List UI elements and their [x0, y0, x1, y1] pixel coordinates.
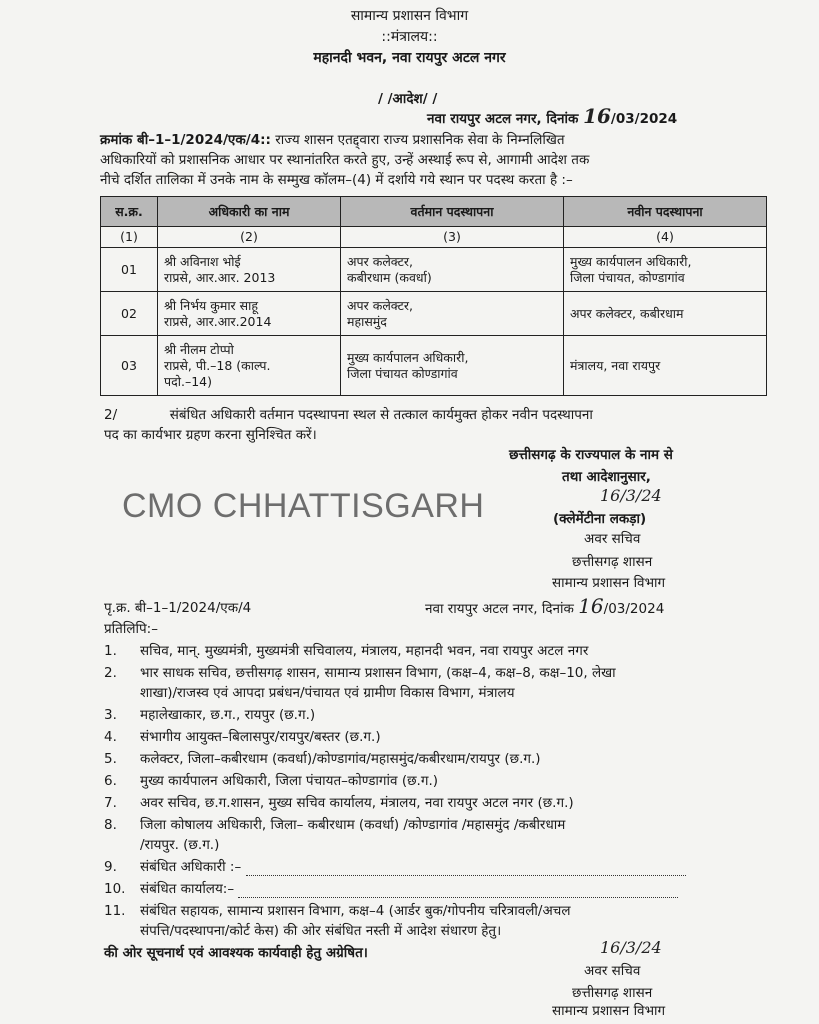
table-row	[101, 336, 767, 396]
row-new	[564, 336, 767, 396]
watermark-text: CMO CHHATTISGARH	[122, 487, 485, 525]
signature1-line2: तथा आदेशानुसार,	[562, 469, 651, 485]
copy-label: प्रतिलिपि:–	[104, 621, 158, 637]
order-date-rest: /03/2024	[610, 111, 678, 127]
order-body-2: अधिकारियों को प्रशासनिक आधार पर स्थानांतरित करते हुए, उन्हें अस्थाई रूप से, आगामी आदेश तक	[100, 152, 590, 168]
current-line: महासमुंद	[347, 313, 387, 329]
name-line: राप्रसे, आर.आर. 2013	[164, 269, 276, 285]
signature2-dept: सामान्य प्रशासन विभाग	[552, 1003, 666, 1019]
name-line: श्री अविनाश भोई	[164, 253, 241, 269]
signature1-govt: छत्तीसगढ़ शासन	[572, 554, 653, 570]
name-line: पदो.–14)	[164, 373, 212, 389]
row-name	[158, 248, 341, 292]
copy-item-number: 9.	[104, 859, 117, 875]
copy-item-text: भार साधक सचिव, छत्तीसगढ़ शासन, सामान्य प्रशासन विभाग, (कक्ष–4, कक्ष–8, कक्ष–10, लेखा	[140, 665, 616, 681]
header-current: वर्तमान पदस्थापना	[341, 197, 564, 227]
copy-item-number: 1.	[104, 643, 117, 659]
copy-item-row	[140, 858, 686, 876]
blank-line	[246, 863, 686, 876]
col-num-3: (3)	[341, 227, 564, 248]
endorsement-date-rest: /03/2024	[603, 601, 665, 617]
current-line: कबीरधाम (कवर्धा)	[347, 269, 432, 285]
copy-item-text-cont: संपत्ति/पदस्थापना/कोर्ट केस) की ओर संबंधित नस्ती में आदेश संधारण हेतु।	[140, 923, 502, 939]
order-body-3: नीचे दर्शित तालिका में उनके नाम के सम्मुख कॉलम–(4) में दर्शाये गये स्थान पर पदस्थ करता है :–	[100, 172, 573, 188]
row-name	[158, 336, 341, 396]
signature2-mark: 16/3/24	[600, 938, 662, 957]
copy-item-text: अवर सचिव, छ.ग.शासन, मुख्य सचिव कार्यालय, मंत्रालय, नवा रायपुर अटल नगर (छ.ग.)	[140, 795, 574, 811]
new-line: अपर कलेक्टर, कबीरधाम	[570, 305, 684, 321]
signature2-designation: अवर सचिव	[584, 963, 641, 979]
order-line-1	[100, 131, 565, 149]
copy-item-text: संबंधित अधिकारी :–	[140, 859, 242, 875]
name-line: राप्रसे, पी.–18 (काल्प.	[164, 357, 271, 373]
copy-item-text: संबंधित सहायक, सामान्य प्रशासन विभाग, कक्ष–4 (आर्डर बुक/गोपनीय चरित्रावली/अचल	[140, 903, 571, 919]
copy-item-number: 2.	[104, 665, 117, 681]
order-ref: क्रमांक बी–1–1/2024/एक/4::	[100, 132, 271, 148]
office-heading: ::मंत्रालय::	[381, 29, 438, 45]
copy-item-number: 7.	[104, 795, 117, 811]
copy-item-row	[140, 880, 678, 898]
new-line: जिला पंचायत, कोण्डागांव	[570, 269, 685, 285]
name-line: श्री निर्भय कुमार साहू	[164, 297, 258, 313]
row-new	[564, 292, 767, 336]
name-line: राप्रसे, आर.आर.2014	[164, 313, 272, 329]
table-header-row	[101, 197, 767, 227]
para2-number: 2/	[104, 407, 118, 423]
new-line: मंत्रालय, नवा रायपुर	[570, 357, 661, 373]
row-sno: 01	[101, 248, 158, 292]
address-heading: महानदी भवन, नवा रायपुर अटल नगर	[313, 50, 506, 66]
copy-item-text: सचिव, मान्. मुख्यमंत्री, मुख्यमंत्री सचिवालय, मंत्रालय, महानदी भवन, नवा रायपुर अटल नगर	[140, 643, 589, 659]
row-current	[341, 248, 564, 292]
copy-item-number: 10.	[104, 881, 126, 897]
row-sno: 02	[101, 292, 158, 336]
current-line: अपर कलेक्टर,	[347, 297, 414, 313]
blank-line	[238, 885, 678, 898]
endorsement-date-place: नवा रायपुर अटल नगर, दिनांक	[425, 601, 574, 617]
col-num-1: (1)	[101, 227, 158, 248]
row-sno: 03	[101, 336, 158, 396]
header-name: अधिकारी का नाम	[158, 197, 341, 227]
department-heading: सामान्य प्रशासन विभाग	[350, 8, 469, 24]
current-line: अपर कलेक्टर,	[347, 253, 414, 269]
para2-text-2: पद का कार्यभार ग्रहण करना सुनिश्चित करें।	[104, 427, 317, 443]
signature1-line1: छत्तीसगढ़ के राज्यपाल के नाम से	[509, 447, 673, 463]
name-line: श्री नीलम टोप्पो	[164, 341, 234, 357]
copy-item-text: मुख्य कार्यपालन अधिकारी, जिला पंचायत–कोण्डागांव (छ.ग.)	[140, 773, 439, 789]
row-new	[564, 248, 767, 292]
table-row	[101, 292, 767, 336]
copy-item-number: 6.	[104, 773, 117, 789]
order-body-1: राज्य शासन एतद्द्वारा राज्य प्रशासनिक सेवा के निम्नलिखित	[275, 132, 565, 148]
closing-line: की ओर सूचनार्थ एवं आवश्यक कार्यवाही हेतु अग्रेषित।	[104, 945, 368, 961]
row-current	[341, 336, 564, 396]
signature1-designation: अवर सचिव	[584, 531, 641, 547]
signature1-dept: सामान्य प्रशासन विभाग	[552, 575, 666, 591]
signature1-name: (क्लेमेंटीना लकड़ा)	[553, 511, 647, 527]
para2-line-1	[104, 406, 593, 424]
table-row	[101, 248, 767, 292]
copy-item-number: 8.	[104, 817, 117, 833]
transfer-table	[100, 196, 767, 396]
current-line: जिला पंचायत कोण्डागांव	[347, 365, 458, 381]
copy-item-number: 11.	[104, 903, 126, 919]
header-new: नवीन पदस्थापना	[564, 197, 767, 227]
signature2-govt: छत्तीसगढ़ शासन	[572, 985, 653, 1001]
order-date-day: 16	[583, 104, 611, 128]
para2-text-1: संबंधित अधिकारी वर्तमान पदस्थापना स्थल से तत्काल कार्यमुक्त होकर नवीन पदस्थापना	[169, 407, 593, 423]
copy-item-text-cont: /रायपुर. (छ.ग.)	[140, 837, 220, 853]
copy-item-number: 3.	[104, 707, 117, 723]
copy-item-text: संभागीय आयुक्त–बिलासपुर/रायपुर/बस्तर (छ.ग.)	[140, 729, 381, 745]
endorsement-date-day: 16	[578, 594, 604, 618]
col-num-4: (4)	[564, 227, 767, 248]
copy-item-number: 5.	[104, 751, 117, 767]
copy-item-text: महालेखाकार, छ.ग., रायपुर (छ.ग.)	[140, 707, 316, 723]
copy-item-number: 4.	[104, 729, 117, 745]
copy-item-text: कलेक्टर, जिला–कबीरधाम (कवर्धा)/कोण्डागांव/महासमुंद/कबीरधाम/रायपुर (छ.ग.)	[140, 751, 541, 767]
endorsement-ref: पृ.क्र. बी–1–1/2024/एक/4	[104, 600, 252, 616]
row-name	[158, 292, 341, 336]
copy-item-text-cont: शाखा)/राजस्व एवं आपदा प्रबंधन/पंचायत एवं ग्रामीण विकास विभाग, मंत्रालय	[140, 685, 515, 701]
copy-item-text: संबंधित कार्यालय:–	[140, 881, 235, 897]
new-line: मुख्य कार्यपालन अधिकारी,	[570, 253, 692, 269]
header-sno: स.क्र.	[101, 197, 158, 227]
column-number-row	[101, 227, 767, 248]
col-num-2: (2)	[158, 227, 341, 248]
endorsement-date	[425, 594, 665, 618]
order-title: / /आदेश/ /	[378, 91, 438, 107]
order-date	[427, 104, 678, 128]
copy-item-text: जिला कोषालय अधिकारी, जिला– कबीरधाम (कवर्धा) /कोण्डागांव /महासमुंद /कबीरधाम	[140, 817, 566, 833]
signature1-mark: 16/3/24	[600, 486, 662, 505]
current-line: मुख्य कार्यपालन अधिकारी,	[347, 349, 469, 365]
order-date-place: नवा रायपुर अटल नगर, दिनांक	[427, 111, 579, 127]
row-current	[341, 292, 564, 336]
